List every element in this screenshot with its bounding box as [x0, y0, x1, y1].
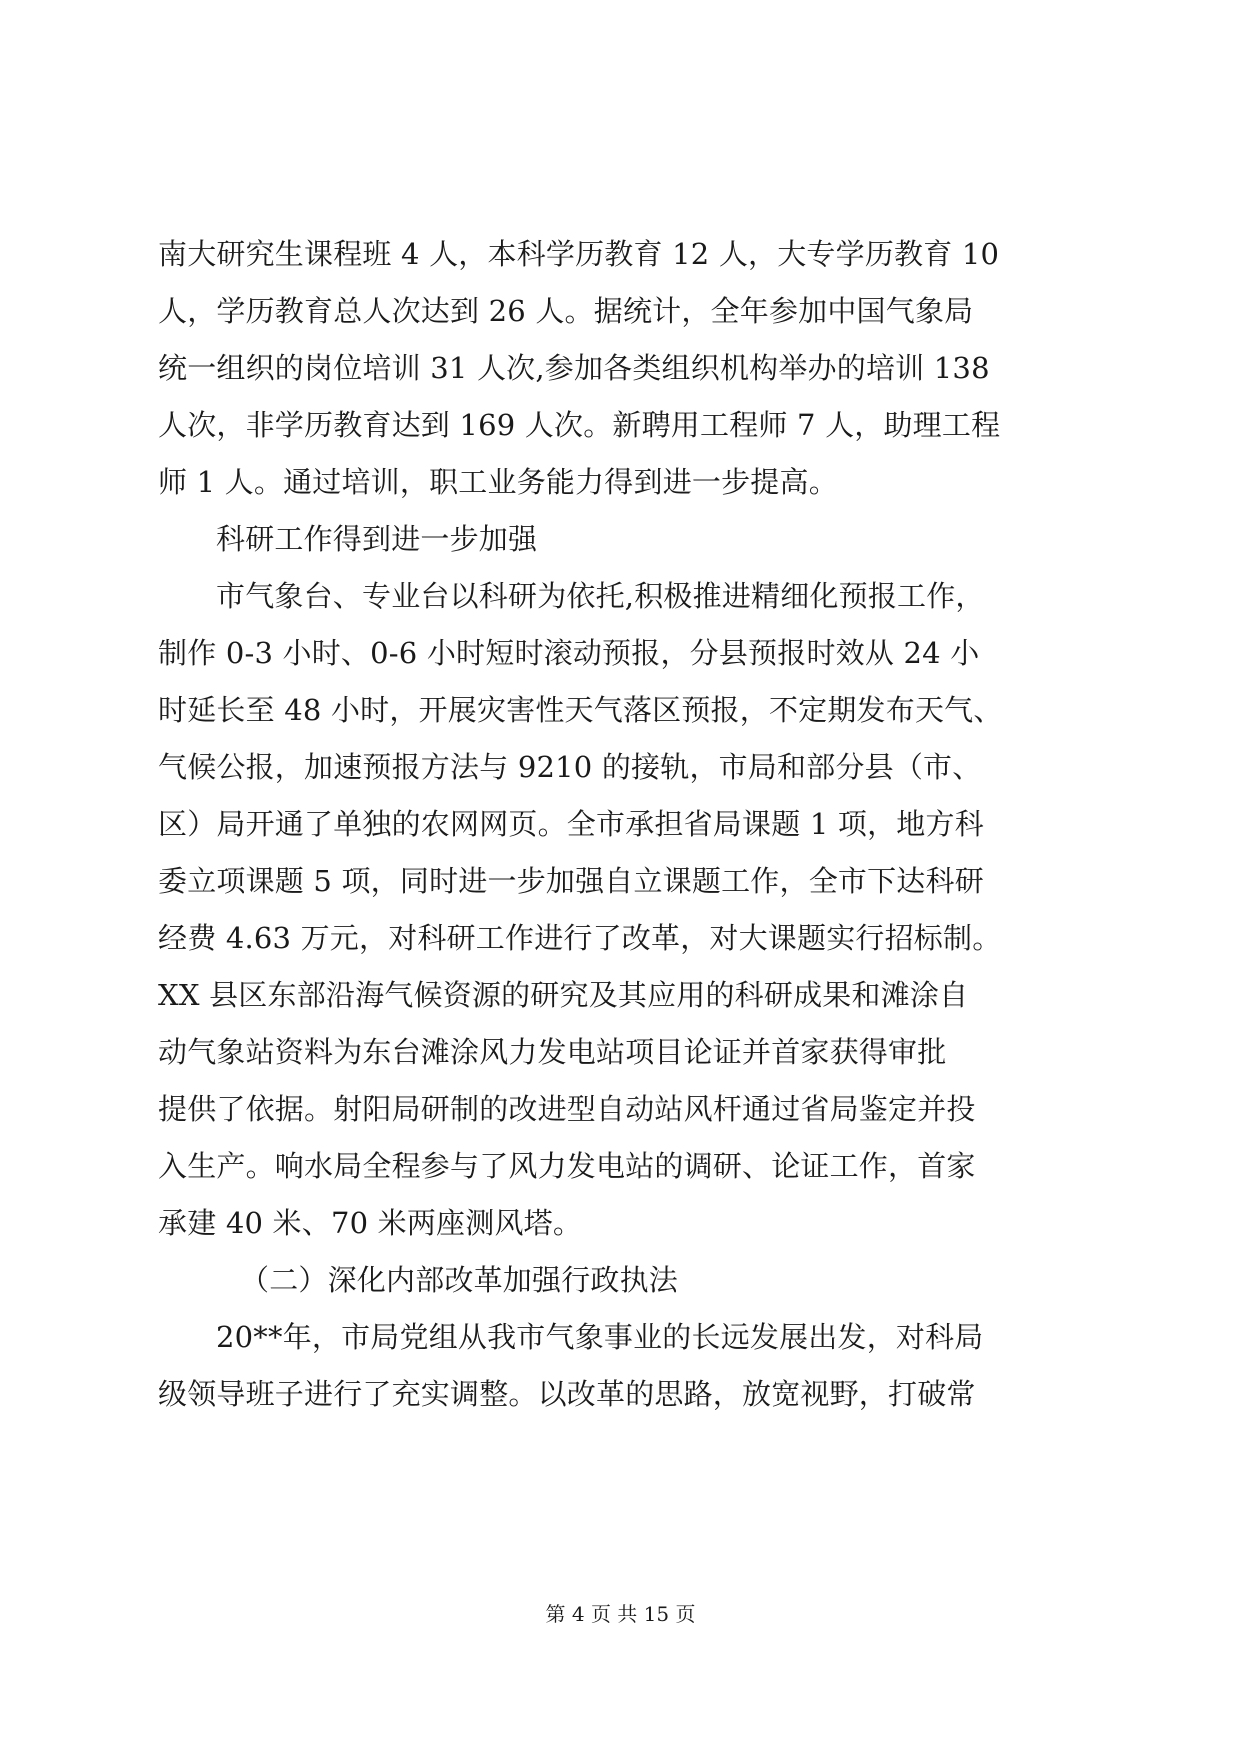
text-line: 南大研究生课程班 4 人，本科学历教育 12 人，大专学历教育 10	[158, 237, 1000, 271]
text-line: 级领导班子进行了充实调整。以改革的思路，放宽视野，打破常	[158, 1377, 976, 1411]
text-line: XX 县区东部沿海气候资源的研究及其应用的科研成果和滩涂自	[158, 978, 969, 1012]
text-line: 提供了依据。射阳局研制的改进型自动站风杆通过省局鉴定并投	[158, 1092, 976, 1126]
text-line: 经费 4.63 万元，对科研工作进行了改革，对大课题实行招标制。	[158, 921, 1002, 955]
text-line: 气候公报，加速预报方法与 9210 的接轨，市局和部分县（市、	[158, 750, 982, 784]
section-heading-reform: （二）深化内部改革加强行政执法	[240, 1263, 679, 1297]
section-heading-research: 科研工作得到进一步加强	[216, 522, 538, 556]
document-body	[158, 226, 1088, 1423]
text-line: 委立项课题 5 项，同时进一步加强自立课题工作，全市下达科研	[158, 864, 984, 898]
text-line: 承建 40 米、70 米两座测风塔。	[158, 1206, 583, 1240]
text-line: 师 1 人。通过培训，职工业务能力得到进一步提高。	[158, 465, 838, 499]
text-line: 时延长至 48 小时，开展灾害性天气落区预报，不定期发布天气、	[158, 693, 1003, 727]
paragraph-research-work	[158, 568, 1088, 1252]
text-line: 市气象台、专业台以科研为依托,积极推进精细化预报工作，	[216, 579, 985, 613]
paragraph-training-stats	[158, 226, 1088, 511]
text-line: 制作 0-3 小时、0-6 小时短时滚动预报，分县预报时效从 24 小	[158, 636, 980, 670]
text-line: 统一组织的岗位培训 31 人次,参加各类组织机构举办的培训 138	[158, 351, 990, 385]
page-number-footer: 第 4 页 共 15 页	[545, 1602, 696, 1626]
text-line: 入生产。响水局全程参与了风力发电站的调研、论证工作，首家	[158, 1149, 976, 1183]
text-line: 人，学历教育总人次达到 26 人。据统计，全年参加中国气象局	[158, 294, 974, 328]
text-line: 动气象站资料为东台滩涂风力发电站项目论证并首家获得审批	[158, 1035, 947, 1069]
text-line: 20**年，市局党组从我市气象事业的长远发展出发，对科局	[216, 1320, 984, 1354]
text-line: 区）局开通了单独的农网网页。全市承担省局课题 1 项，地方科	[158, 807, 984, 841]
paragraph-reform	[158, 1309, 1088, 1423]
text-line: 人次，非学历教育达到 169 人次。新聘用工程师 7 人，助理工程	[158, 408, 1001, 442]
